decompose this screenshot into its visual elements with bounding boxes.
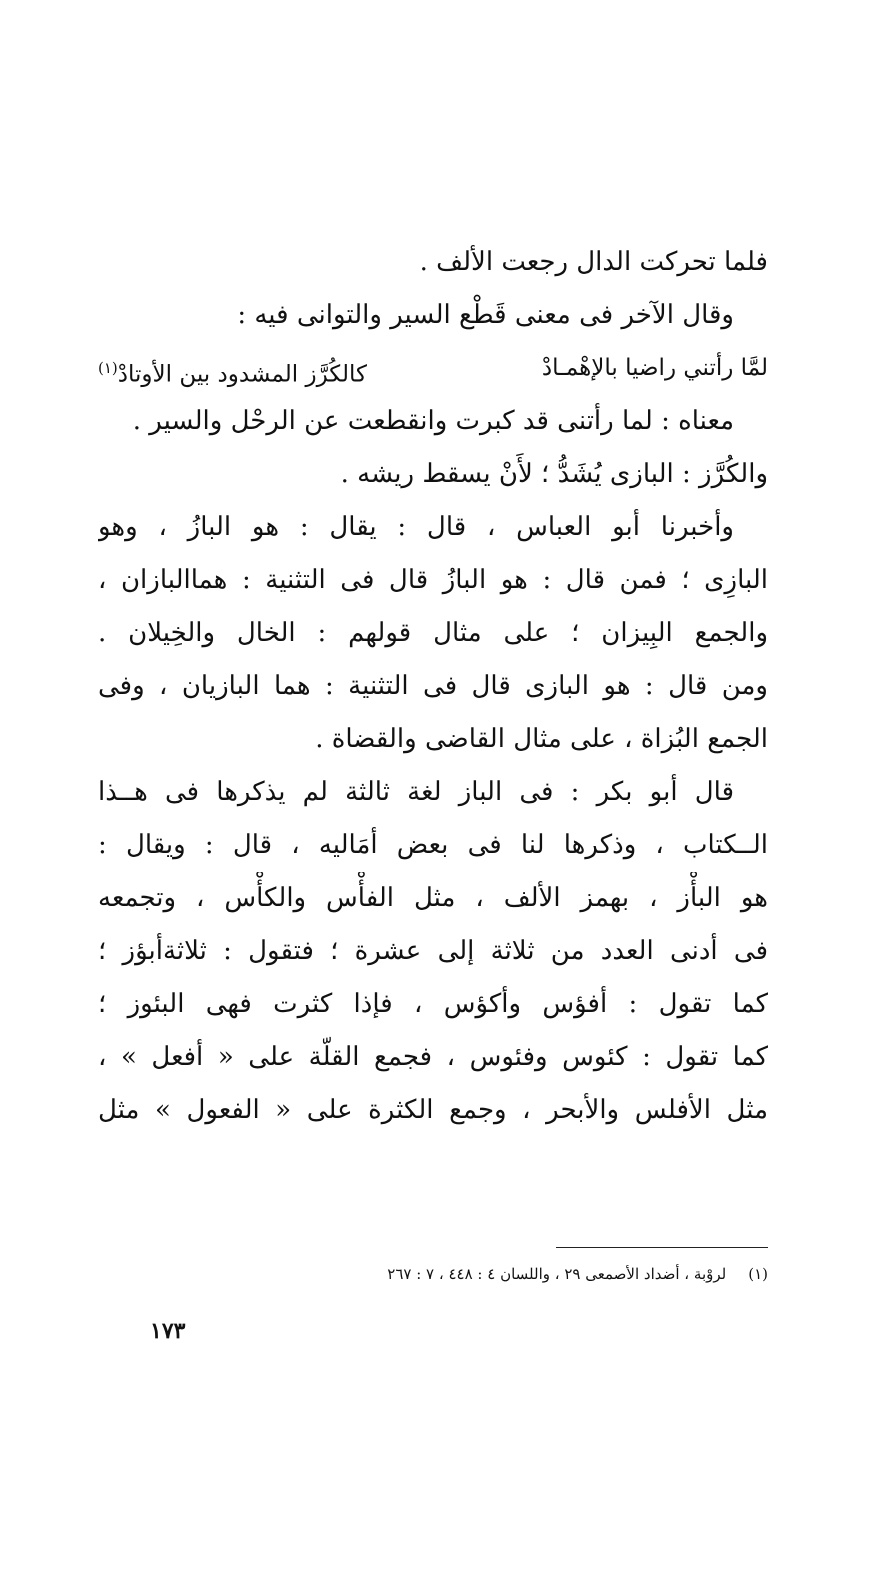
text-line: الجمع البُزاة ، على مثال القاضى والقضاة . [315, 724, 768, 754]
verse-line [98, 342, 768, 395]
text-line: هو البأْز ، بهمز الألف ، مثل الفأْس والكأْس ، وتجمعه [98, 883, 768, 913]
text-line: الــكتاب ، وذكرها لنا فى بعض أمَاليه ، قال : ويقال : [98, 830, 768, 860]
text-line: كما تقول : كئوس وفئوس ، فجمع القلّة على « أفعل » ، [98, 1042, 768, 1072]
verse-second-hemistich-text: كالكُرَّز المشدود بين الأوتادْ [117, 361, 367, 388]
footnote-marker: (١) [748, 1265, 768, 1283]
text-line: مثل الأفلس والأبحر ، وجمع الكثرة على « الفعول » مثل [98, 1095, 768, 1125]
footnote-divider [556, 1247, 768, 1248]
text-line: فلما تحركت الدال رجعت الألف . [419, 247, 768, 277]
verse-second-hemistich [98, 342, 367, 395]
footnote-reference: (١) [98, 359, 118, 377]
text-line: والكُرَّز : البازى يُشَدُّ ؛ لأَنْ يسقط ريشه . [340, 459, 768, 489]
text-line: ومن قال : هو البازى قال فى التثنية : هما البازيان ، وفى [98, 671, 768, 701]
text-line: والجمع البِيزان ؛ على مثال قولهم : الخال والخِيلان . [98, 618, 768, 648]
text-line: قال أبو بكر : فى الباز لغة ثالثة لم يذكرها فى هــذا [98, 777, 734, 807]
text-line: كما تقول : أفؤس وأكؤس ، فإذا كثرت فهى البئوز ؛ [98, 989, 768, 1019]
text-line: فى أدنى العدد من ثلاثة إلى عشرة ؛ فتقول : ثلاثةأبؤز ؛ [98, 936, 768, 966]
footnote [240, 1262, 768, 1286]
verse-first-hemistich: لمَّا رأتني راضيا بالإهْمـادْ [541, 355, 768, 381]
page-number: ١٧٣ [150, 1318, 186, 1344]
text-line: وأخبرنا أبو العباس ، قال : يقال : هو البازُ ، وهو [98, 512, 734, 542]
text-line: معناه : لما رأتنى قد كبرت وانقطعت عن الرحْل والسير . [132, 406, 734, 436]
text-line: البازِى ؛ فمن قال : هو البازُ قال فى التثنية : هماالبازان ، [98, 565, 768, 595]
main-text [98, 236, 768, 1137]
text-line: وقال الآخر فى معنى قَطْع السير والتوانى فيه : [237, 300, 734, 330]
footnote-text: لروْبة ، أضداد الأصمعى ٢٩ ، واللسان ٤ : ٤٤٨ ، ٧ : ٢٦٧ [387, 1265, 727, 1283]
